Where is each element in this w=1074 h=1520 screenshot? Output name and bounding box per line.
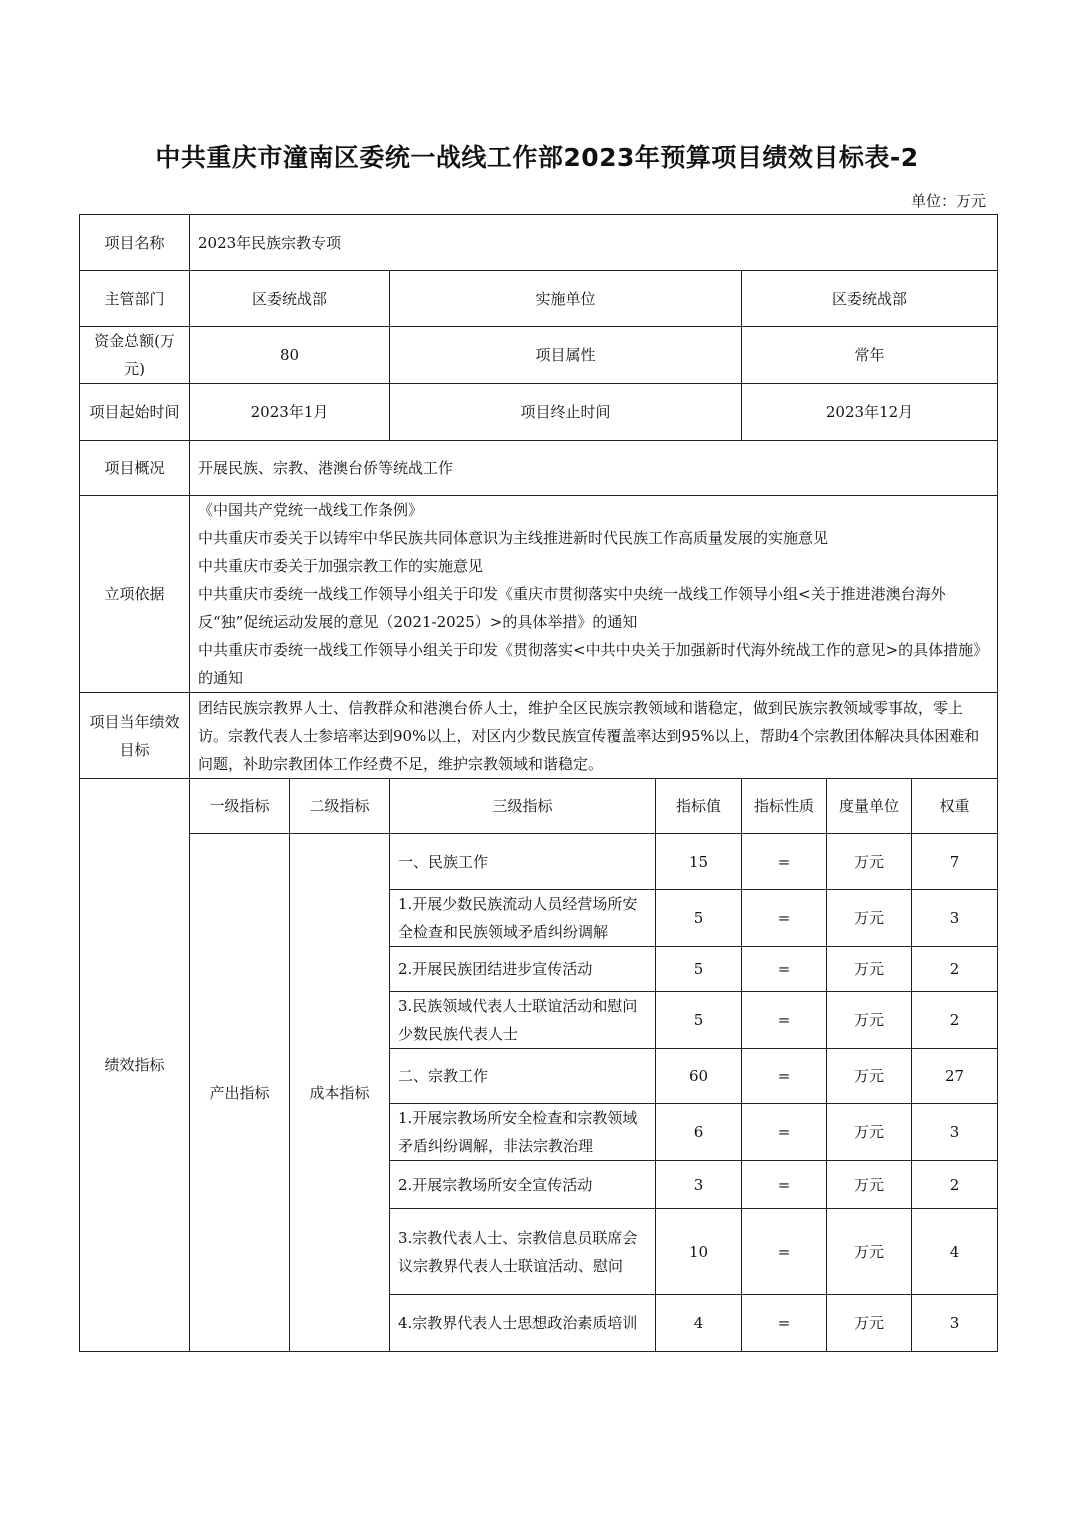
attr-value: 常年 bbox=[742, 327, 998, 384]
row-basis bbox=[80, 496, 998, 693]
indicator-name: 1.开展少数民族流动人员经营场所安全检查和民族领域矛盾纠纷调解 bbox=[390, 890, 656, 947]
dept-label: 主管部门 bbox=[80, 271, 190, 327]
header-nature: 指标性质 bbox=[742, 779, 827, 834]
indicator-nature: = bbox=[742, 947, 827, 992]
indicator-value: 60 bbox=[656, 1049, 742, 1104]
impl-value: 区委统战部 bbox=[742, 271, 998, 327]
indicator-value: 5 bbox=[656, 890, 742, 947]
indicator-nature: = bbox=[742, 1295, 827, 1352]
basis-item: 中共重庆市委关于以铸牢中华民族共同体意识为主线推进新时代民族工作高质量发展的实施意见 bbox=[198, 529, 829, 547]
indicator-name: 二、宗教工作 bbox=[390, 1049, 656, 1104]
basis-item: 《中国共产党统一战线工作条例》 bbox=[198, 501, 424, 519]
indicator-weight: 2 bbox=[912, 947, 998, 992]
dept-value: 区委统战部 bbox=[190, 271, 390, 327]
row-goal bbox=[80, 693, 998, 779]
end-value: 2023年12月 bbox=[742, 384, 998, 441]
overview-value: 开展民族、宗教、港澳台侨等统战工作 bbox=[190, 441, 998, 496]
perf-header-row bbox=[80, 779, 998, 834]
header-level3: 三级指标 bbox=[390, 779, 656, 834]
indicator-weight: 27 bbox=[912, 1049, 998, 1104]
indicator-name: 1.开展宗教场所安全检查和宗教领域矛盾纠纷调解，非法宗教治理 bbox=[390, 1104, 656, 1161]
header-level2: 二级指标 bbox=[290, 779, 390, 834]
indicator-unit: 万元 bbox=[827, 890, 912, 947]
page-title: 中共重庆市潼南区委统一战线工作部2023年预算项目绩效目标表-2 bbox=[155, 143, 919, 172]
indicator-unit: 万元 bbox=[827, 947, 912, 992]
indicator-nature: = bbox=[742, 834, 827, 890]
header-unit: 度量单位 bbox=[827, 779, 912, 834]
indicator-name: 一、民族工作 bbox=[390, 834, 656, 890]
indicator-value: 6 bbox=[656, 1104, 742, 1161]
basis-item: 中共重庆市委关于加强宗教工作的实施意见 bbox=[198, 557, 484, 575]
indicator-name: 3.民族领域代表人士联谊活动和慰问少数民族代表人士 bbox=[390, 992, 656, 1049]
indicator-unit: 万元 bbox=[827, 1209, 912, 1295]
indicator-value: 5 bbox=[656, 992, 742, 1049]
row-period bbox=[80, 384, 998, 441]
level2-value: 成本指标 bbox=[290, 834, 390, 1352]
indicator-unit: 万元 bbox=[827, 1295, 912, 1352]
indicator-weight: 4 bbox=[912, 1209, 998, 1295]
indicator-nature: = bbox=[742, 1209, 827, 1295]
perf-label: 绩效指标 bbox=[80, 779, 190, 1352]
indicator-value: 5 bbox=[656, 947, 742, 992]
indicator-value: 3 bbox=[656, 1161, 742, 1209]
row-project-name bbox=[80, 215, 998, 271]
indicator-weight: 2 bbox=[912, 992, 998, 1049]
end-label: 项目终止时间 bbox=[390, 384, 742, 441]
indicator-weight: 3 bbox=[912, 890, 998, 947]
indicator-nature: = bbox=[742, 1161, 827, 1209]
header-value: 指标值 bbox=[656, 779, 742, 834]
impl-label: 实施单位 bbox=[390, 271, 742, 327]
row-fund bbox=[80, 327, 998, 384]
indicator-name: 2.开展民族团结进步宣传活动 bbox=[390, 947, 656, 992]
indicator-weight: 3 bbox=[912, 1295, 998, 1352]
indicator-unit: 万元 bbox=[827, 1104, 912, 1161]
indicator-nature: = bbox=[742, 1049, 827, 1104]
fund-label: 资金总额(万元) bbox=[80, 327, 190, 384]
row-department bbox=[80, 271, 998, 327]
start-value: 2023年1月 bbox=[190, 384, 390, 441]
indicator-weight: 3 bbox=[912, 1104, 998, 1161]
fund-value: 80 bbox=[190, 327, 390, 384]
header-level1: 一级指标 bbox=[190, 779, 290, 834]
indicator-value: 10 bbox=[656, 1209, 742, 1295]
indicator-weight: 7 bbox=[912, 834, 998, 890]
attr-label: 项目属性 bbox=[390, 327, 742, 384]
performance-target-table bbox=[79, 214, 998, 1352]
indicator-nature: = bbox=[742, 1104, 827, 1161]
table-row bbox=[80, 834, 998, 890]
row-overview bbox=[80, 441, 998, 496]
indicator-nature: = bbox=[742, 890, 827, 947]
start-label: 项目起始时间 bbox=[80, 384, 190, 441]
indicator-unit: 万元 bbox=[827, 1161, 912, 1209]
basis-item: 中共重庆市委统一战线工作领导小组关于印发《贯彻落实<中共中央关于加强新时代海外统战工作的意见>的具体措施》的通知 bbox=[198, 641, 989, 687]
indicator-unit: 万元 bbox=[827, 992, 912, 1049]
overview-label: 项目概况 bbox=[80, 441, 190, 496]
unit-note: 单位：万元 bbox=[910, 192, 986, 210]
indicator-weight: 2 bbox=[912, 1161, 998, 1209]
indicator-name: 4.宗教界代表人士思想政治素质培训 bbox=[390, 1295, 656, 1352]
basis-list bbox=[190, 496, 998, 693]
indicator-name: 2.开展宗教场所安全宣传活动 bbox=[390, 1161, 656, 1209]
indicator-unit: 万元 bbox=[827, 834, 912, 890]
goal-label: 项目当年绩效目标 bbox=[80, 693, 190, 779]
indicator-value: 4 bbox=[656, 1295, 742, 1352]
indicator-nature: = bbox=[742, 992, 827, 1049]
goal-value: 团结民族宗教界人士、信教群众和港澳台侨人士，维护全区民族宗教领域和谐稳定，做到民族宗教领域零事故，零上访。宗教代表人士参培率达到90%以上，对区内少数民族宣传覆盖率达到95%以上，帮助4个宗教团体解决具体困难和问题，补助宗教团体工作经费不足，维护宗教领域和谐稳定。 bbox=[190, 693, 998, 779]
indicator-value: 15 bbox=[656, 834, 742, 890]
indicator-name: 3.宗教代表人士、宗教信息员联席会议宗教界代表人士联谊活动、慰问 bbox=[390, 1209, 656, 1295]
basis-item: 中共重庆市委统一战线工作领导小组关于印发《重庆市贯彻落实中央统一战线工作领导小组<关于推进港澳台海外反“独”促统运动发展的意见（2021-2025）>的具体举措》的通知 bbox=[198, 585, 946, 631]
basis-label: 立项依据 bbox=[80, 496, 190, 693]
project-name-label: 项目名称 bbox=[80, 215, 190, 271]
indicator-unit: 万元 bbox=[827, 1049, 912, 1104]
project-name-value: 2023年民族宗教专项 bbox=[190, 215, 998, 271]
level1-value: 产出指标 bbox=[190, 834, 290, 1352]
header-weight: 权重 bbox=[912, 779, 998, 834]
